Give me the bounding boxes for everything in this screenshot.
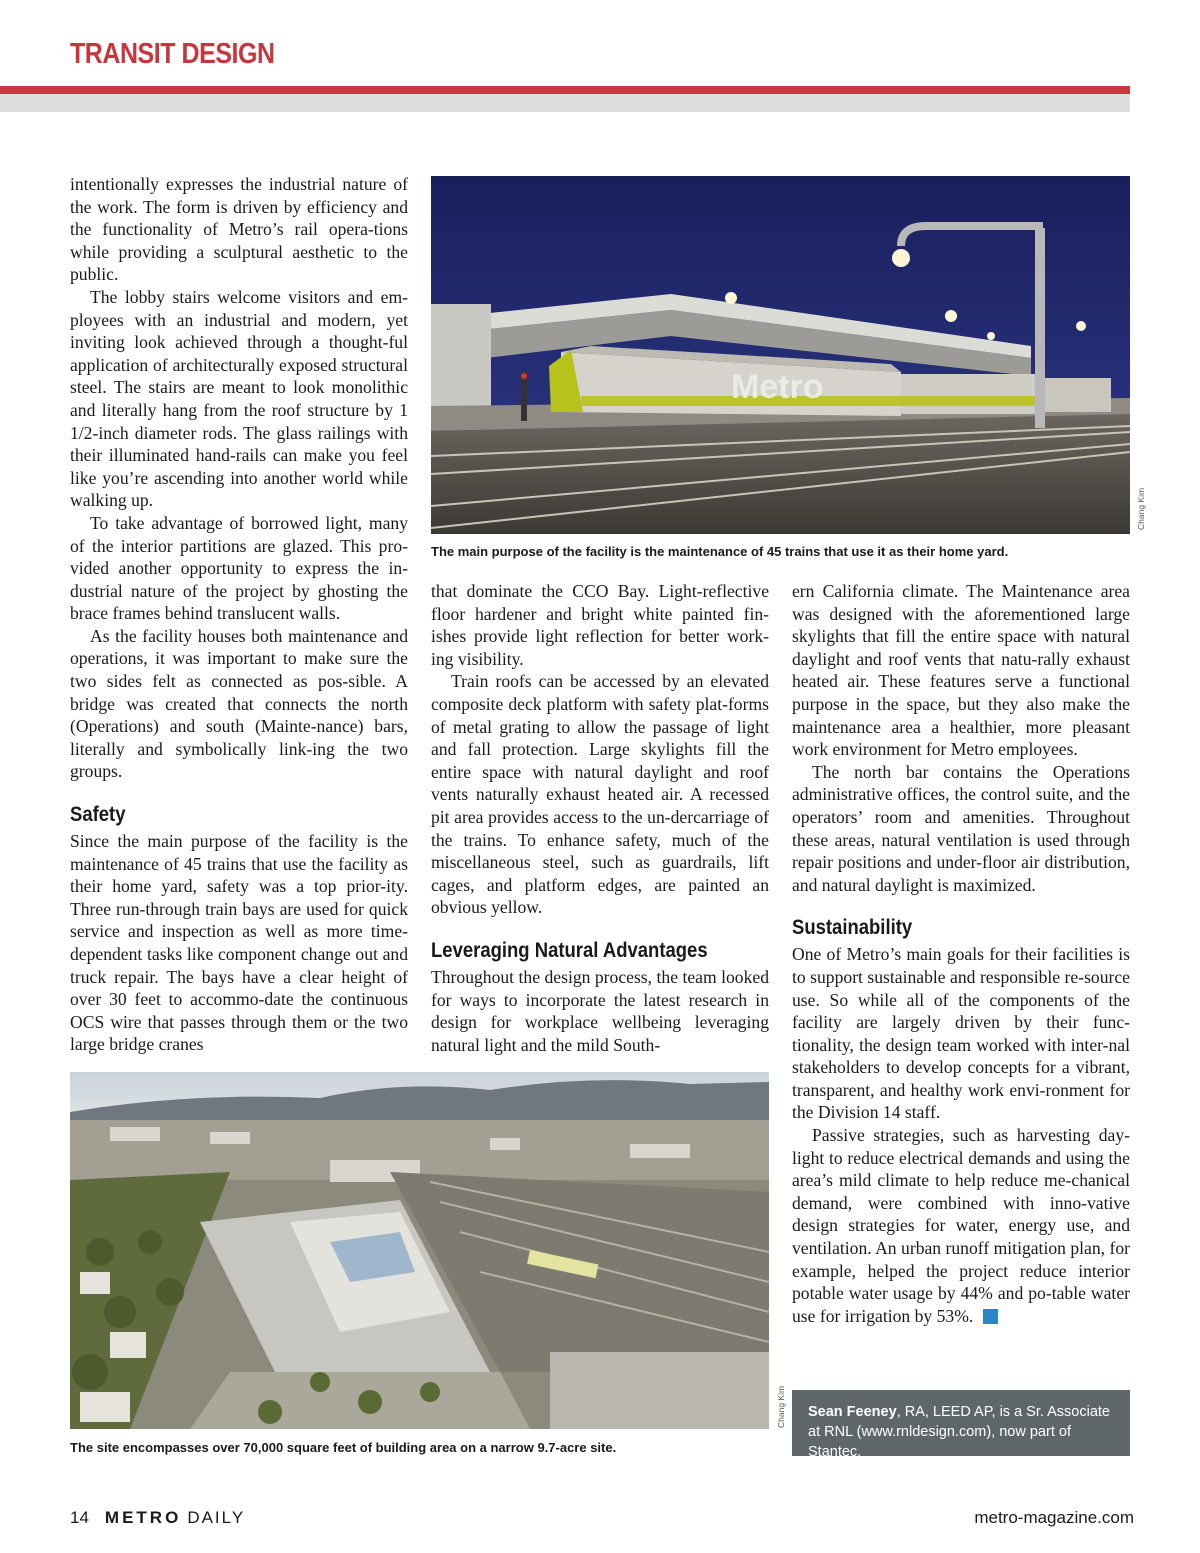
body-paragraph: As the facility houses both maintenance and operations, it was important to make sure the two sides felt as connected as pos-sible. A bridge was created that connects the north (Operations) and south (Mainte-nance) bars, literally and symbolically link-ing the two groups. xyxy=(70,625,408,782)
body-paragraph: ern California climate. The Maintenance area was designed with the aforementioned large skylights that fill the entire space with natural daylight and roof vents that natu-rally exhaust heated air. These features serve a functional purpose in the space, but they also make the maintenance area a healthier, more pleasant work environment for Metro employees. xyxy=(792,581,1130,760)
header-rule-red xyxy=(0,86,1130,94)
photo-aerial-site xyxy=(70,1072,769,1429)
author-name: Sean Feeney xyxy=(808,1404,897,1420)
photo-credit-bottom: Chang Kim xyxy=(776,1385,786,1428)
footer-brand: METRO xyxy=(104,1508,182,1527)
body-paragraph: that dominate the CCO Bay. Light-reflective floor hardener and bright white painted fin-ishes provide light reflection for better work-ing visibility. xyxy=(431,581,769,669)
body-paragraph: Throughout the design process, the team looked for ways to incorporate the latest research in design for workplace wellbeing leveraging natural light and the mild South- xyxy=(431,966,769,1055)
caption-top: The main purpose of the facility is the maintenance of 45 trains that use it as their home yard. xyxy=(431,544,1009,559)
heading-safety: Safety xyxy=(70,803,126,827)
heading-sustainability: Sustainability xyxy=(792,916,913,940)
body-paragraph: intentionally expresses the industrial nature of the work. The form is driven by efficiency and the functionality of Metro’s rail opera-tions while providing a sculptural aesthetic to the public. xyxy=(70,174,408,285)
body-paragraph: One of Metro’s main goals for their facilities is to support sustainable and responsible re-source use. So while all of the components of the facility are largely driven by their func-tionality, the design team worked with inter-nal stakeholders to develop concepts for a vibrant, transparent, and healthy work envi-ronment for the Division 14 staff. xyxy=(792,944,1130,1123)
heading-leveraging: Leveraging Natural Advantages xyxy=(431,938,708,962)
train-yard-illustration xyxy=(431,176,1130,534)
middle-column xyxy=(431,580,769,1056)
section-title: TRANSIT DESIGN xyxy=(70,38,275,70)
footer-left xyxy=(70,1508,245,1528)
body-paragraph: The lobby stairs welcome visitors and em-ployees with an industrial and modern, yet inviting look achieved through a thought-ful application of architecturally exposed structural steel. The stairs are meant to look monolithic and literally hang from the roof structure by 1 1/2-inch diameter rods. The glass railings with their illuminated hand-rails can make you feel like you’re ascending into another world while walking up. xyxy=(70,286,408,511)
author-bio-box xyxy=(792,1390,1130,1460)
author-bio-text: , RA, LEED AP, is a Sr. Associate at RNL (www.rnldesign.com), now part of Stantec. xyxy=(808,1404,1110,1460)
final-paragraph-text: Passive strategies, such as harvesting day-light to reduce electrical demands and using the area’s mild climate to help reduce me-chanical demand, were combined with inno-vative design strategies for water, energy use, and ventilation. An urban runoff mitigation plan, for example, helped the project reduce interior potable water usage by 44% and po-table water use for irrigation by 53%. xyxy=(792,1125,1130,1326)
footer-brand-suffix: DAILY xyxy=(187,1508,246,1527)
footer-website: metro-magazine.com xyxy=(974,1508,1134,1527)
aerial-site-illustration xyxy=(70,1072,769,1429)
photo-train-yard xyxy=(431,176,1130,534)
caption-bottom: The site encompasses over 70,000 square feet of building area on a narrow 9.7-acre site. xyxy=(70,1440,617,1455)
body-paragraph: Since the main purpose of the facility is the maintenance of 45 trains that use the facility as their home yard, safety was a top prior-ity. Three run-through train bays are used for quick service and inspection as well as more time-dependent tasks like component change out and truck repair. The bays have a clear height of over 30 feet to accommo-date the continuous OCS wire that passes through them or the two large bridge cranes xyxy=(70,831,408,1055)
body-paragraph xyxy=(792,1124,1130,1327)
body-paragraph: To take advantage of borrowed light, many of the interior partitions are glazed. This pro-vided another opportunity to express the in-dustrial nature of the project by ghosting the brace frames behind translucent walls. xyxy=(70,512,408,624)
right-column xyxy=(792,580,1130,1327)
photo-credit-top: Chang Kim xyxy=(1136,487,1146,530)
header-rule-grey xyxy=(0,94,1130,112)
left-column xyxy=(70,173,408,1056)
page-number: 14 xyxy=(70,1508,89,1527)
body-paragraph: Train roofs can be accessed by an elevated composite deck platform with safety plat-forms of metal grating to allow the passage of light and fall protection. Large skylights fill the entire space with natural daylight and roof vents naturally exhaust heated air. A recessed pit area provides access to the un-dercarriage of the trains. To enhance safety, much of the miscellaneous steel, such as guardrails, lift cages, and platform edges, are painted an obvious yellow. xyxy=(431,671,769,918)
body-paragraph: The north bar contains the Operations administrative offices, the control suite, and the operators’ room and amenities. Throughout these areas, natural ventilation is used through repair positions and under-floor air distribution, and natural daylight is maximized. xyxy=(792,761,1130,895)
end-mark-icon xyxy=(983,1309,998,1324)
train-logo-text: Metro xyxy=(731,368,824,406)
